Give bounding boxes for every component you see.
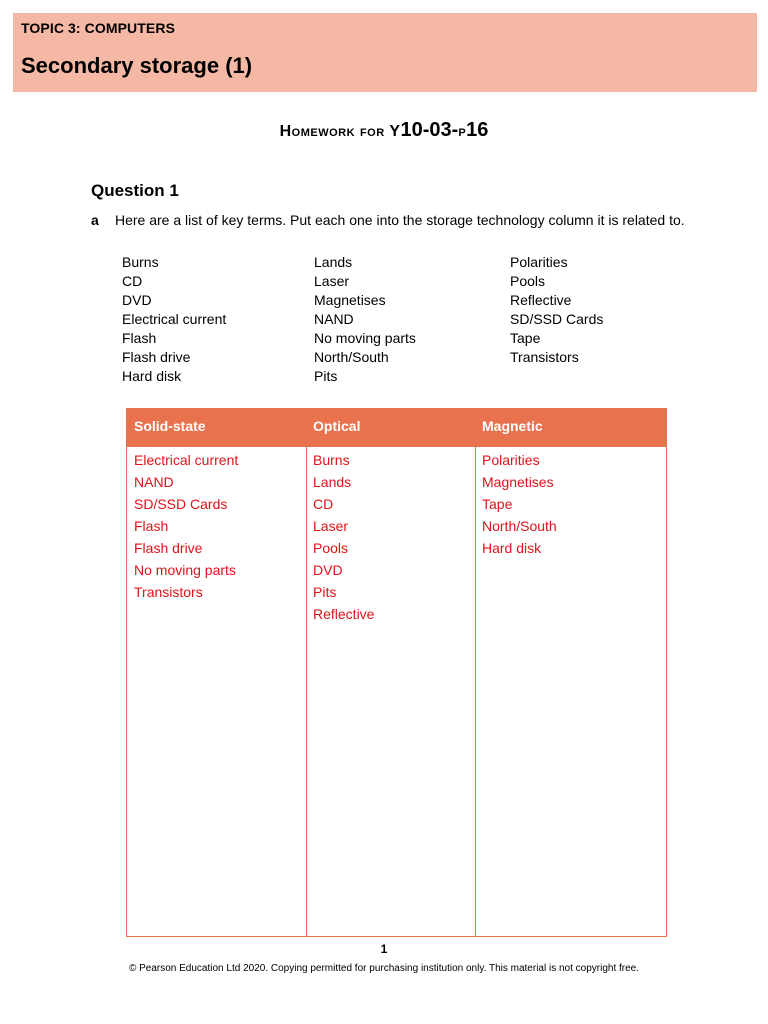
homework-prefix: Homework for Y (279, 123, 401, 140)
homework-code: 10-03- (400, 119, 459, 141)
key-terms-column-3 (510, 253, 603, 367)
page-number: 1 (380, 942, 388, 956)
key-term: Electrical current (122, 311, 227, 327)
key-term: Reflective (510, 292, 572, 308)
answer-item: Laser (313, 518, 349, 534)
topic-label: TOPIC 3: COMPUTERS (21, 20, 176, 36)
copyright-notice: © Pearson Education Ltd 2020. Copying permitted for purchasing institution only. This material is not copyright free. (128, 963, 640, 974)
answer-item: Polarities (482, 452, 540, 468)
answer-item: Pits (313, 584, 337, 600)
key-term: Flash (122, 330, 157, 346)
answer-item: Hard disk (482, 540, 542, 556)
table-header-row (127, 409, 666, 447)
answer-item: North/South (482, 518, 557, 534)
answer-item: Transistors (134, 584, 203, 600)
answer-item: DVD (313, 562, 343, 578)
key-term: Tape (510, 330, 541, 346)
key-term: Lands (314, 254, 353, 270)
homework-code-end: 16 (466, 119, 489, 141)
key-term: Flash drive (122, 349, 191, 365)
answer-item: NAND (134, 474, 174, 490)
answer-item: Lands (313, 474, 352, 490)
key-term: DVD (122, 292, 152, 308)
optical-answers (313, 449, 374, 625)
part-letter: a (91, 212, 99, 228)
key-term: Pools (510, 273, 546, 289)
solid-state-answers (134, 449, 238, 603)
answer-item: Electrical current (134, 452, 239, 468)
key-term: SD/SSD Cards (510, 311, 604, 327)
question-heading: Question 1 (91, 181, 179, 200)
answer-item: Pools (313, 540, 349, 556)
answer-item: Magnetises (482, 474, 554, 490)
key-term: CD (122, 273, 143, 289)
key-term: North/South (314, 349, 389, 365)
key-term: NAND (314, 311, 354, 327)
homework-heading (0, 119, 768, 142)
key-term: Polarities (510, 254, 568, 270)
column-divider (475, 447, 476, 936)
answer-item: Reflective (313, 606, 375, 622)
key-term: Pits (314, 368, 338, 384)
key-term: No moving parts (314, 330, 416, 346)
key-terms-column-2 (314, 253, 416, 386)
answer-item: No moving parts (134, 562, 236, 578)
column-divider (306, 447, 307, 936)
answer-item: Tape (482, 496, 513, 512)
key-term: Magnetises (314, 292, 386, 308)
answer-item: Flash (134, 518, 169, 534)
question-instruction: Here are a list of key terms. Put each one into the storage technology column it is related to. (115, 212, 685, 228)
page-title: Secondary storage (1) (21, 53, 253, 78)
key-term: Laser (314, 273, 350, 289)
answer-item: Burns (313, 452, 350, 468)
key-term: Hard disk (122, 368, 182, 384)
magnetic-answers (482, 449, 557, 559)
answer-item: CD (313, 496, 334, 512)
header-solid-state: Solid-state (134, 418, 206, 434)
answer-item: Flash drive (134, 540, 203, 556)
header-magnetic: Magnetic (482, 418, 543, 434)
key-term: Burns (122, 254, 159, 270)
answer-item: SD/SSD Cards (134, 496, 228, 512)
homework-code-p: p (458, 123, 467, 140)
key-term: Transistors (510, 349, 579, 365)
header-optical: Optical (313, 418, 361, 434)
key-terms-column-1 (122, 253, 226, 386)
